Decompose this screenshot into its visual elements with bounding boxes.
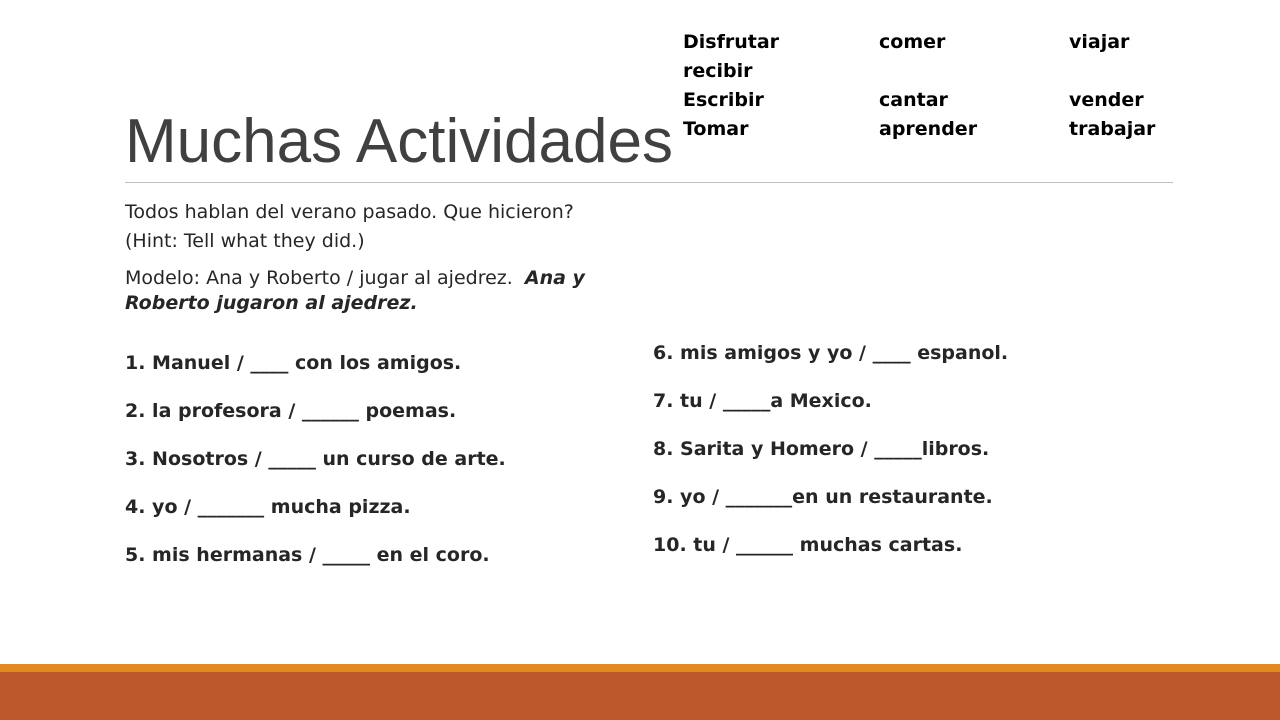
slide-title: Muchas Actividades xyxy=(125,107,673,176)
footer-accent-stripe xyxy=(0,664,1280,672)
word-bank-verb: viajar xyxy=(1069,31,1130,53)
word-bank-verb: vender xyxy=(1069,89,1144,111)
instructions-line: Todos hablan del verano pasado. Que hicieron? xyxy=(125,201,574,223)
model-answer: Ana y Roberto jugaron al ajedrez. xyxy=(125,267,585,314)
word-bank-row xyxy=(683,115,1183,144)
word-bank-verb: Disfrutar xyxy=(683,31,780,53)
exercise-item: 10. tu / ______ muchas cartas. xyxy=(653,534,963,556)
word-bank xyxy=(683,28,1183,144)
exercise-item: 9. yo / _______en un restaurante. xyxy=(653,486,993,508)
exercise-item: 5. mis hermanas / _____ en el coro. xyxy=(125,544,490,566)
word-bank-verb: trabajar xyxy=(1069,118,1156,140)
exercise-item: 7. tu / _____a Mexico. xyxy=(653,390,872,412)
exercise-list-right xyxy=(653,341,1213,581)
word-bank-verb: comer xyxy=(879,31,946,53)
exercise-item: 6. mis amigos y yo / ____ espanol. xyxy=(653,342,1009,364)
word-bank-row xyxy=(683,86,1183,115)
model-example xyxy=(125,266,645,316)
exercise-item: 1. Manuel / ____ con los amigos. xyxy=(125,352,462,374)
exercise-item: 8. Sarita y Homero / _____libros. xyxy=(653,438,990,460)
exercise-item: 3. Nosotros / _____ un curso de arte. xyxy=(125,448,506,470)
word-bank-verb: Escribir xyxy=(683,89,764,111)
instructions-hint: (Hint: Tell what they did.) xyxy=(125,230,365,252)
instructions-text xyxy=(125,198,645,256)
word-bank-verb: aprender xyxy=(879,118,978,140)
word-bank-row xyxy=(683,57,1183,86)
word-bank-verb: recibir xyxy=(683,60,753,82)
title-divider xyxy=(125,182,1173,183)
model-prompt: Modelo: Ana y Roberto / jugar al ajedrez. xyxy=(125,267,525,289)
instructions xyxy=(125,198,645,326)
word-bank-row xyxy=(683,28,1183,57)
exercise-item: 2. la profesora / ______ poemas. xyxy=(125,400,457,422)
exercise-list-left xyxy=(125,351,645,591)
word-bank-verb: Tomar xyxy=(683,118,749,140)
footer-accent-bar xyxy=(0,672,1280,720)
word-bank-verb: cantar xyxy=(879,89,948,111)
exercise-item: 4. yo / _______ mucha pizza. xyxy=(125,496,411,518)
